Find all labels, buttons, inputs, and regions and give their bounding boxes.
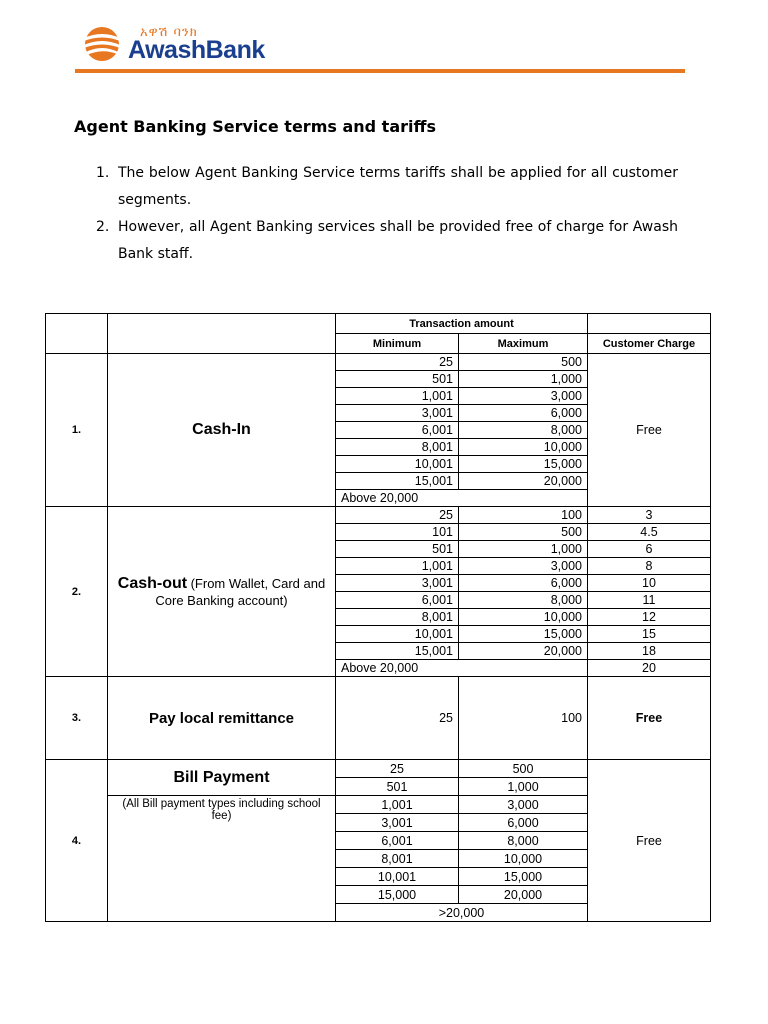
min-amount: 10,001 <box>336 868 459 886</box>
customer-charge: 10 <box>588 575 711 592</box>
max-amount: 1,000 <box>459 541 588 558</box>
min-amount: 25 <box>336 760 459 778</box>
max-amount: 500 <box>459 524 588 541</box>
min-amount: 15,001 <box>336 643 459 660</box>
max-amount: 15,000 <box>459 456 588 473</box>
header-blank-num <box>46 314 108 354</box>
max-amount: 20,000 <box>459 643 588 660</box>
min-amount: 25 <box>336 354 459 371</box>
tariff-table <box>45 313 711 922</box>
min-amount: 8,001 <box>336 439 459 456</box>
term-text: The below Agent Banking Service terms tariffs shall be applied for all customer segments. <box>118 165 678 208</box>
row-number: 3. <box>46 677 108 760</box>
customer-charge: Free <box>588 760 711 922</box>
max-amount: 3,000 <box>459 796 588 814</box>
above-amount: >20,000 <box>336 904 588 922</box>
min-amount: 1,001 <box>336 388 459 405</box>
row-number: 2. <box>46 507 108 677</box>
table-row <box>46 760 711 778</box>
max-amount: 6,000 <box>459 814 588 832</box>
remittance-title: Pay local remittance <box>148 709 295 727</box>
service-name <box>108 507 336 677</box>
min-amount: 8,001 <box>336 850 459 868</box>
max-amount: 1,000 <box>459 371 588 388</box>
min-amount: 1,001 <box>336 558 459 575</box>
max-amount: 500 <box>459 760 588 778</box>
table-header-row <box>46 314 711 334</box>
max-amount: 6,000 <box>459 575 588 592</box>
brand-name: AwashBank <box>128 36 265 64</box>
service-name <box>108 677 336 760</box>
header-blank-service <box>108 314 336 354</box>
max-amount: 1,000 <box>459 778 588 796</box>
header-transaction-amount: Transaction amount <box>336 314 588 334</box>
min-amount: 10,001 <box>336 626 459 643</box>
row-number: 1. <box>46 354 108 507</box>
min-amount: 501 <box>336 778 459 796</box>
customer-charge: 8 <box>588 558 711 575</box>
max-amount: 8,000 <box>459 592 588 609</box>
customer-charge: 4.5 <box>588 524 711 541</box>
terms-list <box>96 160 678 268</box>
customer-charge: 15 <box>588 626 711 643</box>
term-number: 2. <box>96 219 110 235</box>
max-amount: 20,000 <box>459 886 588 904</box>
min-amount: 6,001 <box>336 422 459 439</box>
customer-charge: 6 <box>588 541 711 558</box>
max-amount: 8,000 <box>459 422 588 439</box>
max-amount: 15,000 <box>459 626 588 643</box>
min-amount: 3,001 <box>336 405 459 422</box>
max-amount: 10,000 <box>459 609 588 626</box>
min-amount: 1,001 <box>336 796 459 814</box>
customer-charge: 3 <box>588 507 711 524</box>
min-amount: 25 <box>336 677 459 760</box>
cash-out-note: (From Wallet, Card and Core Banking account) <box>155 576 326 608</box>
header-customer-charge: Customer Charge <box>588 334 711 354</box>
max-amount: 10,000 <box>459 439 588 456</box>
min-amount: 15,001 <box>336 473 459 490</box>
min-amount: 3,001 <box>336 575 459 592</box>
awash-bank-logo <box>80 24 300 64</box>
customer-charge: 11 <box>588 592 711 609</box>
max-amount: 100 <box>459 507 588 524</box>
min-amount: 8,001 <box>336 609 459 626</box>
min-amount: 6,001 <box>336 592 459 609</box>
customer-charge: 12 <box>588 609 711 626</box>
min-amount: 101 <box>336 524 459 541</box>
awash-bank-emblem-icon <box>80 26 124 62</box>
min-amount: 3,001 <box>336 814 459 832</box>
min-amount: 10,001 <box>336 456 459 473</box>
max-amount: 20,000 <box>459 473 588 490</box>
list-item <box>96 214 678 268</box>
header-maximum: Maximum <box>459 334 588 354</box>
list-item <box>96 160 678 214</box>
header-minimum: Minimum <box>336 334 459 354</box>
min-amount: 25 <box>336 507 459 524</box>
min-amount: 6,001 <box>336 832 459 850</box>
brand-amharic: አዋሽ ባንክ <box>140 25 198 40</box>
page-title: Agent Banking Service terms and tariffs <box>74 117 436 136</box>
max-amount: 3,000 <box>459 558 588 575</box>
bill-payment-title: Bill Payment <box>108 760 336 796</box>
max-amount: 100 <box>459 677 588 760</box>
table-row <box>46 354 711 371</box>
max-amount: 15,000 <box>459 868 588 886</box>
max-amount: 8,000 <box>459 832 588 850</box>
max-amount: 3,000 <box>459 388 588 405</box>
term-text: However, all Agent Banking services shall be provided free of charge for Awash Bank staff. <box>118 219 678 262</box>
customer-charge: 20 <box>588 660 711 677</box>
max-amount: 6,000 <box>459 405 588 422</box>
header-blank-charge <box>588 314 711 334</box>
above-amount: Above 20,000 <box>336 490 588 507</box>
cash-in-title: Cash-In <box>192 421 251 438</box>
term-number: 1. <box>96 165 110 181</box>
table-row <box>46 507 711 524</box>
customer-charge: 18 <box>588 643 711 660</box>
min-amount: 501 <box>336 541 459 558</box>
max-amount: 10,000 <box>459 850 588 868</box>
service-name <box>108 354 336 507</box>
above-amount: Above 20,000 <box>336 660 588 677</box>
customer-charge: Free <box>588 354 711 507</box>
header-divider <box>75 69 685 73</box>
cash-out-title: Cash-out <box>117 575 188 592</box>
table-row <box>46 677 711 760</box>
max-amount: 500 <box>459 354 588 371</box>
row-number: 4. <box>46 760 108 922</box>
customer-charge: Free <box>588 677 711 760</box>
min-amount: 501 <box>336 371 459 388</box>
bill-payment-note: (All Bill payment types including school fee) <box>108 796 336 922</box>
min-amount: 15,000 <box>336 886 459 904</box>
